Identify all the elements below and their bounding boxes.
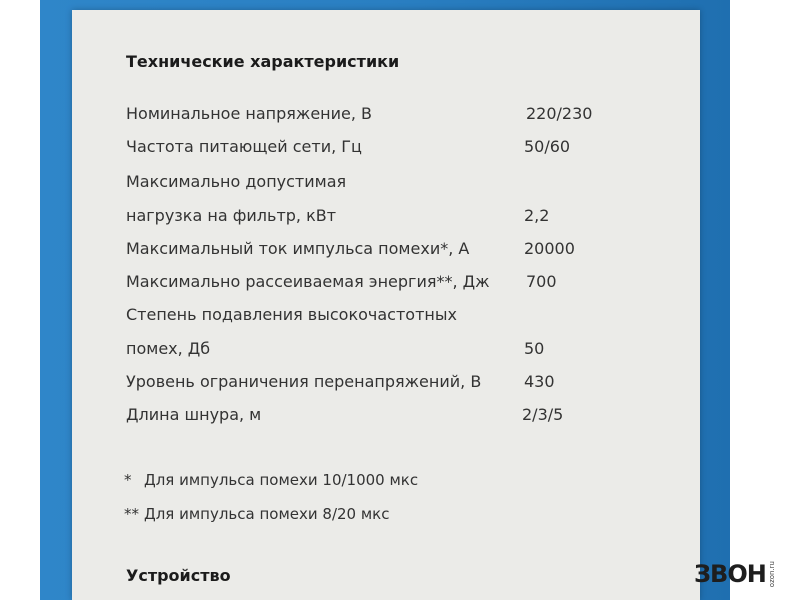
watermark-logo	[694, 560, 776, 588]
footnote	[124, 471, 418, 489]
spec-row-label: помех, Дб	[126, 339, 211, 358]
footnote-text: Для импульса помехи 8/20 мкс	[144, 505, 390, 523]
spec-row-value: 430	[524, 372, 555, 391]
footnote-text: Для импульса помехи 10/1000 мкс	[144, 471, 419, 489]
spec-row-label: Максимально допустимая	[126, 172, 347, 191]
section-heading-device: Устройство	[126, 566, 231, 585]
spec-row-label: Степень подавления высокочастотных	[126, 305, 457, 324]
spec-row-label: Максимальный ток импульса помехи*, А	[126, 239, 470, 258]
spec-row-label: нагрузка на фильтр, кВт	[126, 206, 337, 225]
section-heading-specs: Технические характеристики	[126, 52, 400, 71]
spec-row-label: Максимально рассеиваемая энергия**, Дж	[126, 272, 490, 291]
spec-row-label: Длина шнура, м	[126, 405, 262, 424]
spec-row-value: 20000	[524, 239, 575, 258]
watermark-subtext: ozon.ru	[767, 560, 776, 588]
watermark-text: ЗВОН	[694, 560, 766, 588]
spec-row-value: 2,2	[524, 206, 550, 225]
spec-row-label: Уровень ограничения перенапряжений, В	[126, 372, 482, 391]
spec-row-value: 700	[526, 272, 557, 291]
footnote-mark: **	[124, 505, 139, 523]
spec-row-value: 220/230	[526, 104, 593, 123]
footnote-mark: *	[124, 471, 132, 489]
spec-row-value: 50	[524, 339, 545, 358]
spec-row-label: Частота питающей сети, Гц	[126, 137, 362, 156]
footnote	[124, 505, 389, 523]
spec-sheet	[72, 10, 700, 600]
spec-row-value: 50/60	[524, 137, 571, 156]
spec-row-label: Номинальное напряжение, В	[126, 104, 373, 123]
spec-row-value: 2/3/5	[522, 405, 564, 424]
